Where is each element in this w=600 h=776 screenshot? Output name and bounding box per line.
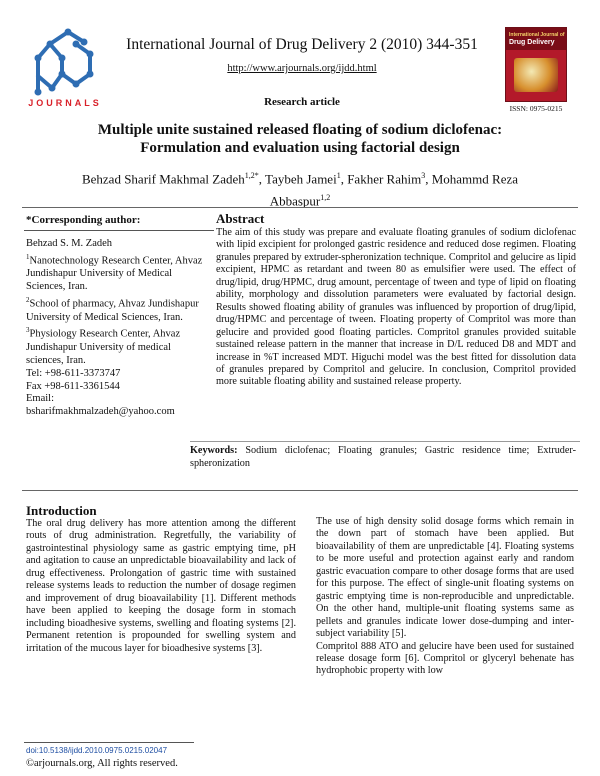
author-name: Behzad Sharif Makhmal Zadeh xyxy=(81,171,245,187)
doi-link[interactable]: doi:10.5138/ijdd.2010.0975.0215.02047 xyxy=(26,746,168,755)
intro-paragraph: Compritol 888 ATO and gelucire have been used for sustained release dosage form [6]. Compritol or glyceryl behenate has hydrophobic property with low xyxy=(316,640,574,677)
author-name: Fakher Rahim xyxy=(347,171,422,187)
author-list: Behzad Sharif Makhmal Zadeh$^{1,2*}$, Taybeh Jamei$^1$, Fakher Rahim$^3$, Mohammd Reza Abbaspur$^{1,2}$ xyxy=(81,171,519,209)
keywords-divider xyxy=(190,441,580,442)
introduction-right-column xyxy=(316,516,574,678)
corr-email-label: Email: xyxy=(26,393,54,405)
author-affiliation-mark: 1,2* xyxy=(244,171,259,180)
cover-title-line1: International Journal of xyxy=(509,32,565,38)
article-type: Research article xyxy=(264,96,340,108)
paper-title xyxy=(60,121,540,157)
abstract-divider xyxy=(22,490,578,491)
intro-paragraph: The use of high density solid dosage forms which remain in the down part of stomach have been applied. But bioavailability of them are unpredictable [4]. Floating systems to be more useful and protection against early and random gastric evacuation compare to other dosage forms that are used for this purpose. The effect of single-unit floating systems on gastric emptying time is non-reproducible and unpredictable. On the other hand, multiple-unit floating systems same as pellets and granules indicate lower dose-dumping and inter-subject variability [5]. xyxy=(316,516,574,640)
author-affiliation-mark: 1 xyxy=(336,171,341,180)
corr-tel: Tel: +98-611-3373747 xyxy=(26,367,121,379)
introduction-heading: Introduction xyxy=(26,503,97,518)
logo-wordmark: JOURNALS xyxy=(28,98,102,108)
corresponding-author-heading: *Corresponding author: xyxy=(26,214,141,226)
paper-title-line2: Formulation and evaluation using factorial design xyxy=(140,140,460,156)
author-name: Taybeh Jamei xyxy=(265,171,337,187)
cover-title-line2: Drug Delivery xyxy=(509,39,555,46)
paper-title-line1: Multiple unite sustained released floating of sodium diclofenac: xyxy=(97,122,503,138)
corr-affiliation-3: $^3$Physiology Research Center, Ahvaz Jundishapur University of medical sciences, Iran. xyxy=(26,326,181,366)
corresponding-author-divider xyxy=(24,230,214,231)
corr-fax: Fax +98-611-3361544 xyxy=(26,380,120,392)
journal-url-link[interactable]: http://www.arjournals.org/ijdd.html xyxy=(227,63,377,74)
journal-title: International Journal of Drug Delivery 2 (2010) 344-351 xyxy=(126,36,478,53)
author-affiliation-mark: 1,2 xyxy=(320,193,331,203)
introduction-left-column: The oral drug delivery has more attention among the different routs of drug administration. Regretfully, the variability of gastrointestinal physiology same as gastric emptying time, pH and agitation to cause an unpredictable bioavailability and lack of drug effectiveness. Prolongation of gastric time with sustained release systems leads to reduction the number of dosage regimen and improvement of drug bioavailability [1]. Different methods have been applied to keeping the dosage form in stomach including bioadhesive systems, swelling and floating systems [2]. Permanent retention is propounded for swelling system and irritation of the mucous layer for bioadhesive systems [3]. xyxy=(26,518,296,654)
corr-affiliation-2: $^2$School of pharmacy, Ahvaz Jundishapur University of Medical Sciences, Iran. xyxy=(26,296,199,323)
keywords-list: Sodium diclofenac; Floating granules; Gastric residence time; Extruder-spheronization xyxy=(190,445,577,469)
footer-divider xyxy=(24,742,194,743)
issn: ISSN: 0975-0215 xyxy=(509,104,563,113)
keywords-label: Keywords: xyxy=(190,445,238,456)
keywords xyxy=(190,445,576,470)
cover-artwork xyxy=(514,58,558,92)
copyright-notice: ©arjournals.org, All rights reserved. xyxy=(26,758,178,769)
author-name: Mohammd Reza Abbaspur xyxy=(269,171,519,209)
abstract-heading: Abstract xyxy=(216,211,265,226)
author-affiliation-mark: 3 xyxy=(421,171,426,180)
journal-cover-image xyxy=(505,27,567,102)
journal-logo-icon xyxy=(28,22,102,108)
corresponding-author-details xyxy=(26,238,206,419)
corr-name: Behzad S. M. Zadeh xyxy=(26,238,113,249)
header-divider xyxy=(22,207,578,208)
corr-affiliation-1: $^1$Nanotechnology Research Center, Ahvaz Jundishapur University of Medical Sciences, Iran. xyxy=(26,252,203,293)
abstract-text: The aim of this study was prepare and evaluate floating granules of sodium diclofenac with lipid excipient for prolonged gastric residence and reduced dose regimen. Floating granules prepared by extruder-spheronization technique. Compritol and gelucire as lipid excipient, HPMC as retardant and tween 80 as emulsifier were used. The effect of drug/lipid, drug/HPMC, drug amount, percentage of tween and type of lipid on floating ability, morphology and dissolution parameters were evaluated by factorial design. Results showed floating ability of granules was influenced by proportion of drug/lipid, drug/HPMC and percentage of tween. Floating property of Compritol was more than gelucire and provided good floating particles. Compritol granules provided suitable sustained release pattern in the manner that increase in D/L reduced D8 and MDT and increase in %T increased MDT. Higuchi model was the best fitted for dissolution data of granules prepared by Compritol and gelucire. In conclusion, Compritol provided more suitable floating ability and sustained release property. xyxy=(216,227,576,388)
corr-email[interactable]: bsharifmakhmalzadeh@yahoo.com xyxy=(26,406,175,418)
